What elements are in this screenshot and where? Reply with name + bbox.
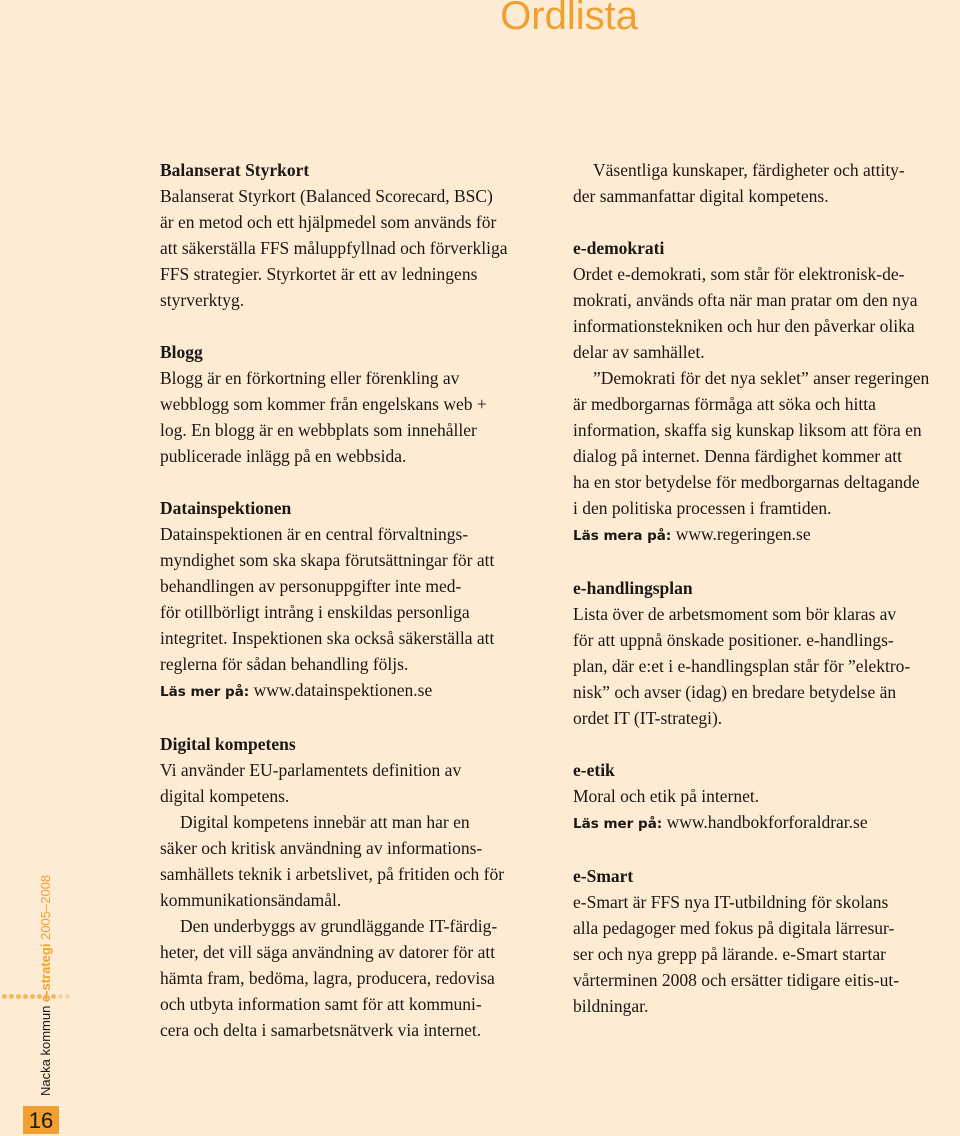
glossary-entry xyxy=(160,731,545,1043)
read-more-link[interactable]: www.regeringen.se xyxy=(675,524,811,544)
entry-term: e-demokrati xyxy=(573,238,665,258)
glossary-entry xyxy=(573,863,960,1019)
entry-definition: e-Smart är FFS nya IT-utbildning för skolans alla pedagoger med fokus på digitala lärresur- ser och nya grepp på lärande. e-Smart startar vårterminen 2008 och ersätter tidigare eitis-ut- bildningar. xyxy=(573,892,900,1016)
side-credit-org: Nacka kommun xyxy=(38,1005,53,1096)
read-more xyxy=(160,677,545,705)
read-more-label: Läs mer på: xyxy=(160,684,250,700)
left-column xyxy=(160,157,545,1069)
side-credit-years: 2005–2008 xyxy=(38,874,53,940)
entry-definition: Moral och etik på internet. xyxy=(573,786,760,806)
dot-icon xyxy=(30,994,35,999)
entry-term: e-Smart xyxy=(573,866,634,886)
glossary-entry-continued xyxy=(573,157,960,209)
read-more-link[interactable]: www.datainspektionen.se xyxy=(253,680,433,700)
read-more-label: Läs mer på: xyxy=(573,816,663,832)
entry-term: e-handlingsplan xyxy=(573,578,693,598)
dot-icon xyxy=(58,994,63,999)
dot-icon xyxy=(65,994,70,999)
dot-icon xyxy=(2,994,7,999)
entry-term: e-etik xyxy=(573,760,615,780)
side-credit-brand: e-strategi xyxy=(38,943,53,1003)
entry-term: Datainspektionen xyxy=(160,498,292,518)
glossary-entry xyxy=(160,157,545,313)
dot-icon xyxy=(16,994,21,999)
entry-definition: Vi använder EU-parlamentets definition av digital kompetens. xyxy=(160,760,462,806)
entry-definition: Datainspektionen är en central förvaltnings- myndighet som ska skapa förutsättningar för att behandlingen av personuppgifter inte med- för otillbörligt intrång i enskildas personliga integritet. Inspektionen ska också säkerställa att reglerna för sådan behandling följs. xyxy=(160,524,495,674)
decorative-dots xyxy=(2,994,70,999)
glossary-entry xyxy=(160,339,545,469)
glossary-entry xyxy=(573,235,960,549)
entry-definition: Den underbyggs av grundläggande IT-färdig- heter, det vill säga användning av datorer för att hämta fram, bedöma, lagra, producera, redovisa och utbyta information samt för att kommuni- cera och delta i samarbetsnätverk via internet. xyxy=(160,916,498,1040)
entry-definition: Ordet e-demokrati, som står för elektronisk-de- mokrati, används ofta när man pratar om den nya informationstekniken och hur den påverkar olika delar av samhället. xyxy=(573,264,918,362)
entry-term: Blogg xyxy=(160,342,203,362)
entry-term: Digital kompetens xyxy=(160,734,296,754)
read-more xyxy=(573,521,960,549)
entry-definition: Väsentliga kunskaper, färdigheter och attity- der sammanfattar digital kompetens. xyxy=(573,160,905,206)
page-title: Ordlista xyxy=(500,0,638,38)
right-column xyxy=(573,157,960,1045)
dot-icon xyxy=(23,994,28,999)
glossary-entry xyxy=(160,495,545,705)
read-more-label: Läs mera på: xyxy=(573,528,672,544)
entry-term: Balanserat Styrkort xyxy=(160,160,310,180)
page-number: 16 xyxy=(23,1106,59,1134)
entry-definition: Digital kompetens innebär att man har en säker och kritisk användning av informations- samhällets teknik i arbetslivet, på fritiden och för kommunikationsändamål. xyxy=(160,812,505,910)
dot-icon xyxy=(9,994,14,999)
read-more xyxy=(573,809,960,837)
entry-definition: Lista över de arbetsmoment som bör klaras av för att uppnå önskade positioner. e-handlings- plan, där e:et i e-handlingsplan står för ”elektro- nisk” och avser (idag) en bredare betydelse än ordet IT (IT-strategi). xyxy=(573,604,911,728)
glossary-entry xyxy=(573,757,960,837)
entry-definition: Balanserat Styrkort (Balanced Scorecard, BSC) är en metod och ett hjälpmedel som används för att säkerställa FFS måluppfyllnad och förverkliga FFS strategier. Styrkortet är ett av ledningens styrverktyg. xyxy=(160,186,508,310)
side-credit xyxy=(38,875,53,1096)
entry-definition: ”Demokrati för det nya seklet” anser regeringen är medborgarnas förmåga att söka och hitta information, skaffa sig kunskap liksom att föra en dialog på internet. Denna färdighet kommer att ha en stor betydelse för medborgarnas deltagande i den politiska processen i framtiden. xyxy=(573,368,930,518)
read-more-link[interactable]: www.handbokforforaldrar.se xyxy=(666,812,868,832)
entry-definition: Blogg är en förkortning eller förenkling av webblogg som kommer från engelskans web + log. En blogg är en webbplats som innehåller publicerade inlägg på en webbsida. xyxy=(160,368,487,466)
glossary-entry xyxy=(573,575,960,731)
